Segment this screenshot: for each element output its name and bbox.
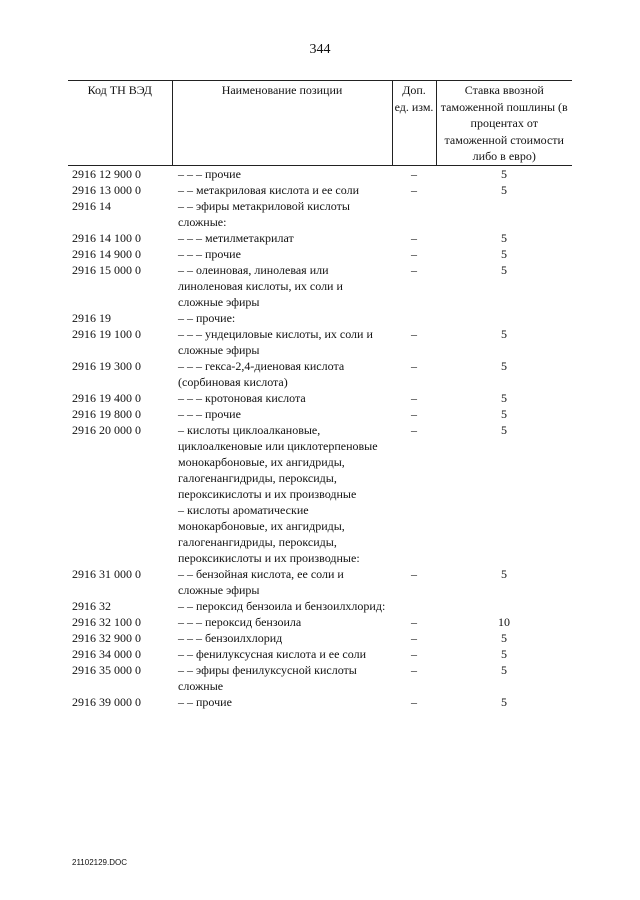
code-cell: 2916 31 000 0 xyxy=(72,566,141,581)
unit-cell: – xyxy=(411,646,417,661)
table-row xyxy=(68,358,572,390)
table-row xyxy=(68,230,572,246)
table-row xyxy=(68,262,572,310)
rate-cell: 5 xyxy=(501,166,507,181)
header-code: Код ТН ВЭД xyxy=(68,81,172,166)
rate-cell: 5 xyxy=(501,262,507,277)
name-cell: – кислоты циклоалкановые, циклоалкеновые или циклотерпеновые монокарбоновые, их ангидриды, галогенангидриды, пероксиды, пероксикислоты и их производные xyxy=(178,422,378,501)
code-cell: 2916 14 900 0 xyxy=(72,246,141,261)
name-cell: – – прочие xyxy=(178,694,232,709)
table-row xyxy=(68,646,572,662)
rate-cell: 5 xyxy=(501,246,507,261)
name-cell: – – – прочие xyxy=(178,166,241,181)
table-row xyxy=(68,165,572,182)
table-row xyxy=(68,566,572,598)
name-cell: – – олеиновая, линолевая или линоленовая кислоты, их соли и сложные эфиры xyxy=(178,262,343,309)
table-header-row xyxy=(68,81,572,166)
name-cell: – – фенилуксусная кислота и ее соли xyxy=(178,646,367,661)
table-row xyxy=(68,198,572,230)
table-row xyxy=(68,326,572,358)
unit-cell: – xyxy=(411,358,417,373)
unit-cell: – xyxy=(411,406,417,421)
code-cell: 2916 19 xyxy=(72,310,111,325)
name-cell: – – метакриловая кислота и ее соли xyxy=(178,182,360,197)
unit-cell: – xyxy=(411,230,417,245)
table-row xyxy=(68,182,572,198)
rate-cell: 5 xyxy=(501,358,507,373)
table-row xyxy=(68,406,572,422)
rate-cell xyxy=(436,198,572,230)
table-row xyxy=(68,694,572,710)
tariff-table xyxy=(68,80,572,710)
code-cell: 2916 15 000 0 xyxy=(72,262,141,277)
header-rate: Ставка ввозной таможенной пошлины (в процентах от таможенной стоимости либо в евро) xyxy=(436,81,572,166)
unit-cell: – xyxy=(411,630,417,645)
unit-cell: – xyxy=(411,662,417,677)
rate-cell: 5 xyxy=(501,630,507,645)
rate-cell: 5 xyxy=(501,422,507,437)
name-cell: – – – кротоновая кислота xyxy=(178,390,306,405)
table-row xyxy=(68,630,572,646)
unit-cell: – xyxy=(411,614,417,629)
code-cell: 2916 32 xyxy=(72,598,111,613)
code-cell: 2916 12 900 0 xyxy=(72,166,141,181)
rate-cell: 5 xyxy=(501,566,507,581)
name-cell: – – прочие: xyxy=(178,310,236,325)
unit-cell: – xyxy=(411,390,417,405)
unit-cell: – xyxy=(411,262,417,277)
rate-cell xyxy=(436,310,572,326)
unit-cell: – xyxy=(411,326,417,341)
code-cell: 2916 32 100 0 xyxy=(72,614,141,629)
name-cell: – – – гекса-2,4-диеновая кислота (сорбиновая кислота) xyxy=(178,358,345,389)
unit-cell xyxy=(392,198,436,230)
unit-cell xyxy=(392,502,436,566)
rate-cell: 5 xyxy=(501,326,507,341)
rate-cell: 5 xyxy=(501,662,507,677)
table-body xyxy=(68,165,572,710)
table-row xyxy=(68,246,572,262)
unit-cell: – xyxy=(411,566,417,581)
table-row xyxy=(68,662,572,694)
name-cell: – – пероксид бензоила и бензоилхлорид: xyxy=(178,598,386,613)
code-cell: 2916 19 100 0 xyxy=(72,326,141,341)
page-number: 344 xyxy=(309,42,331,57)
code-cell: 2916 35 000 0 xyxy=(72,662,141,677)
header-name: Наименование позиции xyxy=(172,81,392,166)
rate-cell: 5 xyxy=(501,390,507,405)
rate-cell: 10 xyxy=(498,614,510,629)
code-cell: 2916 19 800 0 xyxy=(72,406,141,421)
unit-cell: – xyxy=(411,182,417,197)
file-name-footer: 21102129.DOC xyxy=(72,858,127,867)
code-cell xyxy=(68,502,172,566)
code-cell: 2916 19 300 0 xyxy=(72,358,141,373)
name-cell: – – – бензоилхлорид xyxy=(178,630,283,645)
code-cell: 2916 32 900 0 xyxy=(72,630,141,645)
name-cell: – – бензойная кислота, ее соли и сложные эфиры xyxy=(178,566,344,597)
name-cell: – – – ундециловые кислоты, их соли и сложные эфиры xyxy=(178,326,373,357)
code-cell: 2916 34 000 0 xyxy=(72,646,141,661)
code-cell: 2916 19 400 0 xyxy=(72,390,141,405)
unit-cell xyxy=(392,598,436,614)
rate-cell xyxy=(436,598,572,614)
code-cell: 2916 14 xyxy=(72,198,111,213)
code-cell: 2916 20 000 0 xyxy=(72,422,141,437)
table-row xyxy=(68,614,572,630)
unit-cell: – xyxy=(411,422,417,437)
name-cell: – – эфиры фенилуксусной кислоты сложные xyxy=(178,662,357,693)
name-cell: – – – пероксид бензоила xyxy=(178,614,302,629)
rate-cell: 5 xyxy=(501,694,507,709)
name-cell: – – эфиры метакриловой кислоты сложные: xyxy=(178,198,350,229)
unit-cell xyxy=(392,310,436,326)
rate-cell: 5 xyxy=(501,230,507,245)
unit-cell: – xyxy=(411,166,417,181)
header-unit: Доп. ед. изм. xyxy=(392,81,436,166)
table-row xyxy=(68,390,572,406)
name-cell: – – – прочие xyxy=(178,246,241,261)
unit-cell: – xyxy=(411,246,417,261)
table-row xyxy=(68,502,572,566)
table-row xyxy=(68,310,572,326)
name-cell: – – – прочие xyxy=(178,406,241,421)
rate-cell: 5 xyxy=(501,646,507,661)
name-cell: – кислоты ароматические монокарбоновые, их ангидриды, галогенангидриды, пероксиды, пероксикислоты и их производные: xyxy=(178,502,360,565)
name-cell: – – – метилметакрилат xyxy=(178,230,294,245)
code-cell: 2916 14 100 0 xyxy=(72,230,141,245)
table-row xyxy=(68,598,572,614)
code-cell: 2916 13 000 0 xyxy=(72,182,141,197)
unit-cell: – xyxy=(411,694,417,709)
rate-cell: 5 xyxy=(501,182,507,197)
rate-cell xyxy=(436,502,572,566)
code-cell: 2916 39 000 0 xyxy=(72,694,141,709)
table-row xyxy=(68,422,572,502)
rate-cell: 5 xyxy=(501,406,507,421)
